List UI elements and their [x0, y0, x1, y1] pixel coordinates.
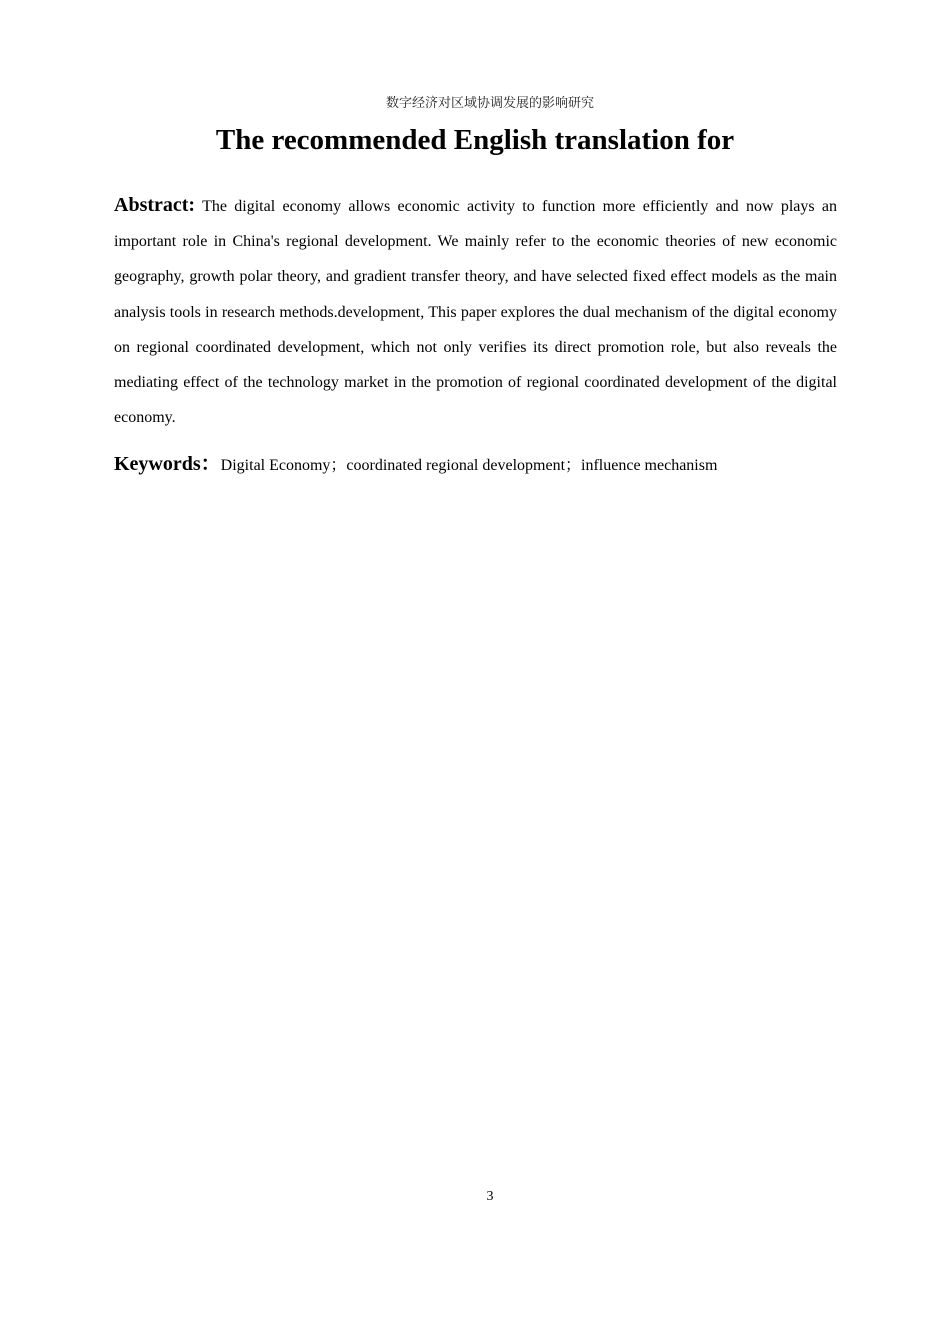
keywords-label: Keywords：: [114, 453, 221, 475]
page-number: 3: [486, 1189, 494, 1204]
abstract-paragraph: [114, 188, 837, 435]
abstract-text: The digital economy allows economic activity to function more efficiently and now plays an important role in China's regional development. We mainly refer to the economic theories of new economic geography, growth polar theory, and gradient transfer theory, and have selected fixed effect models as the main analysis tools in research methods.development, This paper explores the dual mechanism of the digital economy on regional coordinated development, which not only verifies its direct promotion role, but also reveals the mediating effect of the technology market in the promotion of regional coordinated development of the digital economy.: [114, 198, 837, 427]
keywords-line: [114, 449, 837, 481]
page-title: The recommended English translation for: [215, 124, 735, 156]
abstract-label: Abstract:: [114, 194, 196, 216]
running-header: 数字经济对区域协调发展的影响研究: [385, 96, 594, 111]
keywords-text: Digital Economy；coordinated regional development；influence mechanism: [220, 457, 718, 474]
